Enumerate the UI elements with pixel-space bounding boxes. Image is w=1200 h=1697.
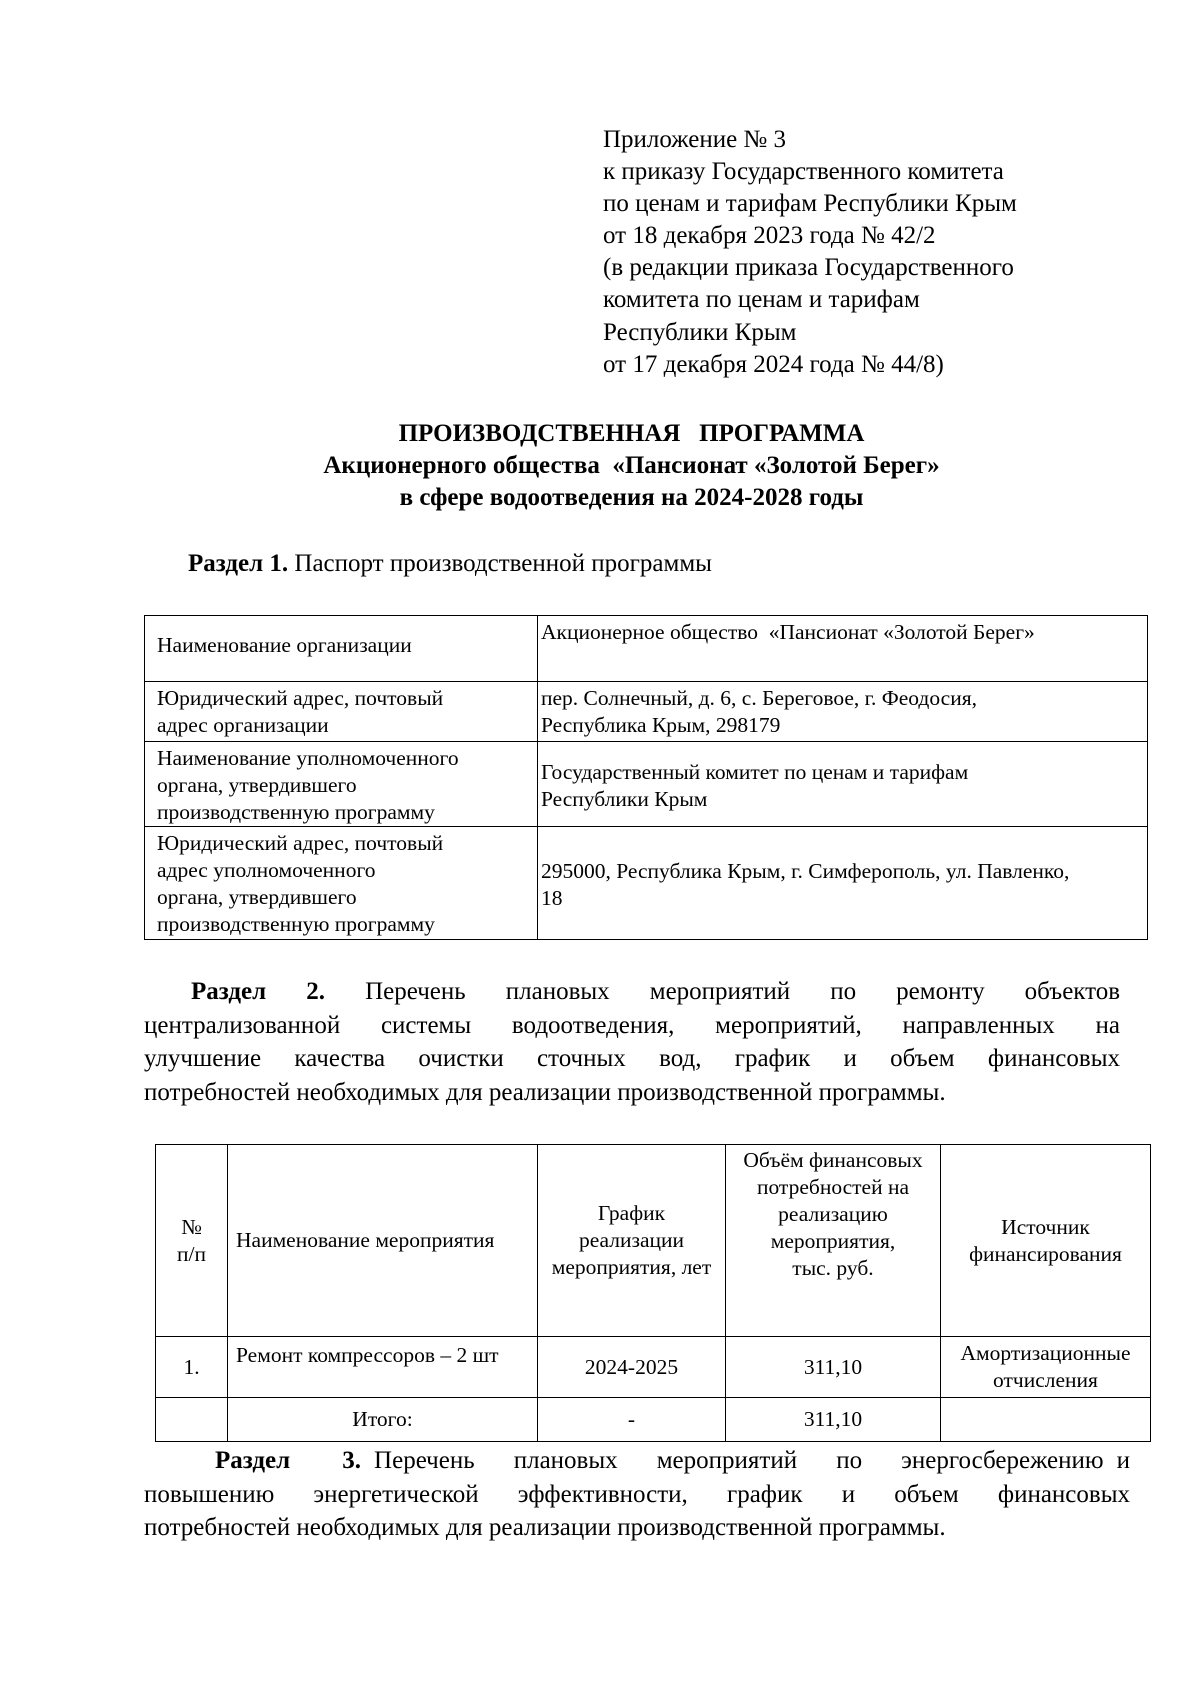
- passport-cell-label: [145, 682, 538, 742]
- header-line: Источник: [1001, 1214, 1090, 1239]
- title-line-1: ПРОИЗВОДСТВЕННАЯ ПРОГРАММА: [398, 420, 865, 447]
- cell-line: Республика Крым, 298179: [541, 713, 781, 737]
- table-row: [145, 682, 1148, 742]
- passport-cell-value: [538, 742, 1148, 827]
- paragraph-text: Перечень плановых мероприятий по ремонту объектов: [365, 978, 1121, 1005]
- cell-line: Амортизационные: [960, 1341, 1131, 1365]
- cell-text: 311,10: [803, 1354, 863, 1379]
- passport-cell-label: [145, 742, 538, 827]
- header-line: Наименование мероприятия: [236, 1228, 495, 1252]
- table-total-row: [156, 1398, 1151, 1442]
- header-line: График: [597, 1201, 666, 1225]
- section-3-paragraph: [144, 1444, 1130, 1545]
- paragraph-line: потребностей необходимых для реализации производственной программы.: [144, 1514, 946, 1541]
- passport-cell-value: [538, 682, 1148, 742]
- cell-text: Итого:: [352, 1407, 413, 1431]
- passport-cell-value: [538, 827, 1148, 940]
- paragraph-line: централизованной системы водоотведения, мероприятий, направленных на: [144, 1011, 1120, 1039]
- paragraph-line: повышению энергетической эффективности, график и объем финансовых: [144, 1480, 1130, 1508]
- header-line: п/п: [177, 1241, 206, 1266]
- cell-source: [941, 1337, 1151, 1398]
- cell-line: 295000, Республика Крым, г. Симферополь, ул. Павленко,: [541, 858, 1070, 883]
- passport-cell-label: [145, 827, 538, 940]
- header-line: мероприятия, лет: [551, 1255, 712, 1279]
- cell-line: адрес уполномоченного: [157, 858, 376, 882]
- paragraph-line: [144, 975, 1120, 1009]
- cell-line: Юридический адрес, почтовый: [157, 831, 444, 855]
- cell-text: 311,10: [803, 1407, 863, 1431]
- paragraph-line: потребностей необходимых для реализации производственной программы.: [144, 1078, 946, 1106]
- section-1-label: Раздел 1.: [188, 550, 289, 577]
- table-row: [145, 827, 1148, 940]
- document-title: [0, 418, 1200, 514]
- section-1-text: Паспорт производственной программы: [288, 550, 712, 577]
- cell-line: Государственный комитет по ценам и тарифам: [541, 759, 969, 784]
- title-line-3: в сфере водоотведения на 2024-2028 годы: [399, 484, 864, 511]
- paragraph-line: улучшение качества очистки сточных вод, график и объем финансовых: [144, 1045, 1120, 1072]
- cell-line: Республики Крым: [541, 786, 708, 811]
- appendix-line: от 17 декабря 2024 года № 44/8): [603, 350, 944, 378]
- header-line: тыс. руб.: [792, 1256, 874, 1280]
- cell-text: 1.: [183, 1354, 200, 1379]
- header-name: [228, 1145, 538, 1337]
- measures-table: [155, 1144, 1151, 1442]
- cell-line: адрес организации: [157, 713, 329, 737]
- header-line: потребностей на: [756, 1175, 910, 1199]
- cell-volume: [726, 1337, 941, 1398]
- header-line: реализации: [578, 1228, 685, 1252]
- section-1-heading: [188, 548, 712, 580]
- section-3-label: Раздел 3.: [215, 1447, 362, 1474]
- appendix-header: [603, 124, 1123, 381]
- cell-line: производственную программу: [157, 800, 435, 824]
- header-line: Объём финансовых: [743, 1148, 923, 1172]
- cell-total-label: [228, 1398, 538, 1442]
- cell-text: Ремонт компрессоров – 2 шт: [236, 1343, 499, 1367]
- cell-line: Юридический адрес, почтовый: [157, 686, 444, 710]
- table-row: [145, 742, 1148, 827]
- cell-line: Наименование уполномоченного: [157, 746, 459, 770]
- passport-cell-label: [145, 616, 538, 682]
- paragraph-text: Перечень плановых мероприятий по энергосбережению и: [374, 1447, 1130, 1474]
- appendix-line: от 18 декабря 2023 года № 42/2: [603, 222, 936, 250]
- header-line: №: [181, 1214, 202, 1239]
- appendix-line: Республики Крым: [603, 318, 797, 346]
- header-source: [941, 1145, 1151, 1337]
- paragraph-line: [144, 1444, 1130, 1478]
- appendix-line: по ценам и тарифам Республики Крым: [603, 190, 1017, 218]
- cell-line: органа, утвердившего: [157, 773, 357, 797]
- header-schedule: [538, 1145, 726, 1337]
- table-row: [156, 1337, 1151, 1398]
- section-2-label: Раздел 2.: [191, 978, 325, 1005]
- appendix-line: (в редакции приказа Государственного: [603, 254, 1014, 282]
- header-volume: [726, 1145, 941, 1337]
- cell-line: пер. Солнечный, д. 6, с. Береговое, г. Феодосия,: [541, 686, 977, 710]
- section-2-paragraph: [144, 975, 1120, 1109]
- cell-line: отчисления: [993, 1368, 1098, 1392]
- cell-line: производственную программу: [157, 912, 435, 936]
- cell-source: [941, 1398, 1151, 1442]
- header-line: финансирования: [969, 1241, 1122, 1266]
- cell-total-volume: [726, 1398, 941, 1442]
- cell-text: Наименование организации: [157, 633, 412, 657]
- cell-text: Акционерное общество «Пансионат «Золотой Берег»: [541, 620, 1035, 644]
- cell-total-schedule: [538, 1398, 726, 1442]
- appendix-line: к приказу Государственного комитета: [603, 158, 1004, 186]
- cell-num: [156, 1398, 228, 1442]
- header-line: реализацию: [778, 1202, 888, 1226]
- title-line-2: Акционерного общества «Пансионат «Золотой Берег»: [323, 452, 940, 479]
- appendix-line: комитета по ценам и тарифам: [603, 286, 920, 314]
- header-num: [156, 1145, 228, 1337]
- passport-cell-value: [538, 616, 1148, 682]
- appendix-line: Приложение № 3: [603, 126, 787, 153]
- table-row: [145, 616, 1148, 682]
- cell-num: [156, 1337, 228, 1398]
- cell-line: органа, утвердившего: [157, 885, 357, 909]
- cell-text: -: [627, 1407, 636, 1431]
- cell-schedule: [538, 1337, 726, 1398]
- passport-table: [144, 615, 1148, 940]
- cell-text: 2024-2025: [584, 1354, 679, 1379]
- cell-line: 18: [541, 885, 563, 910]
- header-line: мероприятия,: [770, 1229, 896, 1253]
- cell-name: [228, 1337, 538, 1398]
- table-header-row: [156, 1145, 1151, 1337]
